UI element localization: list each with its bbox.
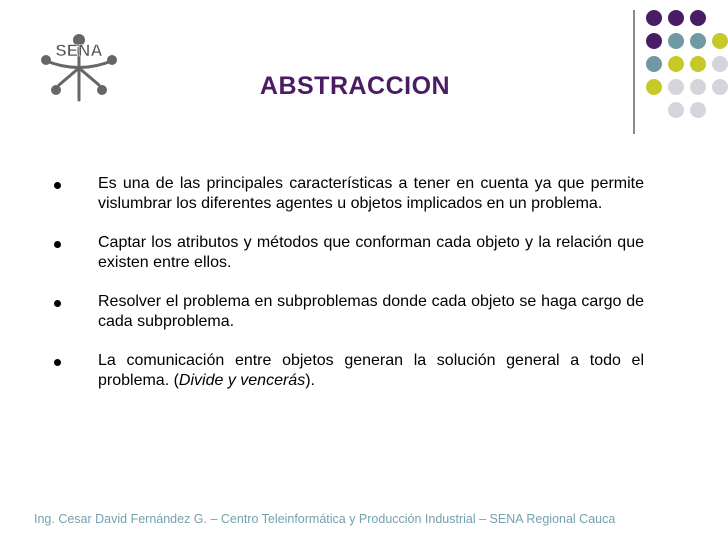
decorative-dot-grid [0, 0, 728, 140]
decorative-dot [690, 79, 706, 95]
decorative-dot [646, 33, 662, 49]
decorative-dot [646, 10, 662, 26]
decorative-dot [690, 102, 706, 118]
bullet-text-post: ). [305, 371, 315, 389]
bullet-text: Captar los atributos y métodos que conforman cada objeto y la relación que existen entre ellos. [98, 234, 644, 271]
bullet-dot-icon [54, 359, 61, 366]
bullet-text [98, 351, 644, 390]
decorative-dot [646, 79, 662, 95]
decorative-dot [668, 56, 684, 72]
decorative-dot [668, 102, 684, 118]
decorative-dot [668, 33, 684, 49]
slide-footer: Ing. Cesar David Fernández G. – Centro Teleinformática y Producción Industrial – SENA Regional Cauca [34, 512, 616, 526]
bullet-list [50, 174, 644, 410]
bullet-item [50, 292, 644, 331]
bullet-text: Resolver el problema en subproblemas donde cada objeto se haga cargo de cada subproblema. [98, 293, 644, 330]
slide-title: ABSTRACCION [259, 72, 451, 100]
logo-text: SENA [55, 41, 103, 60]
decorative-dot [646, 56, 662, 72]
decorative-dot [690, 10, 706, 26]
decorative-dot [712, 33, 728, 49]
bullet-item [50, 351, 644, 390]
bullet-dot-icon [54, 241, 61, 248]
decorative-dot [690, 33, 706, 49]
bullet-dot-icon [54, 300, 61, 307]
bullet-item [50, 174, 644, 213]
decorative-dot [712, 56, 728, 72]
decorative-dot [668, 10, 684, 26]
decorative-dot [690, 56, 706, 72]
bullet-text: Es una de las principales características a tener en cuenta ya que permite vislumbrar los diferentes agentes u objetos implicados en un problema. [98, 175, 644, 212]
decorative-dot [712, 79, 728, 95]
decorative-dot [668, 79, 684, 95]
bullet-item [50, 233, 644, 272]
bullet-dot-icon [54, 182, 61, 189]
bullet-text-emphasis: Divide y vencerás [178, 371, 306, 389]
bullet-text-pre: La comunicación entre objetos generan la solución general a todo el problema. ( [98, 352, 644, 389]
